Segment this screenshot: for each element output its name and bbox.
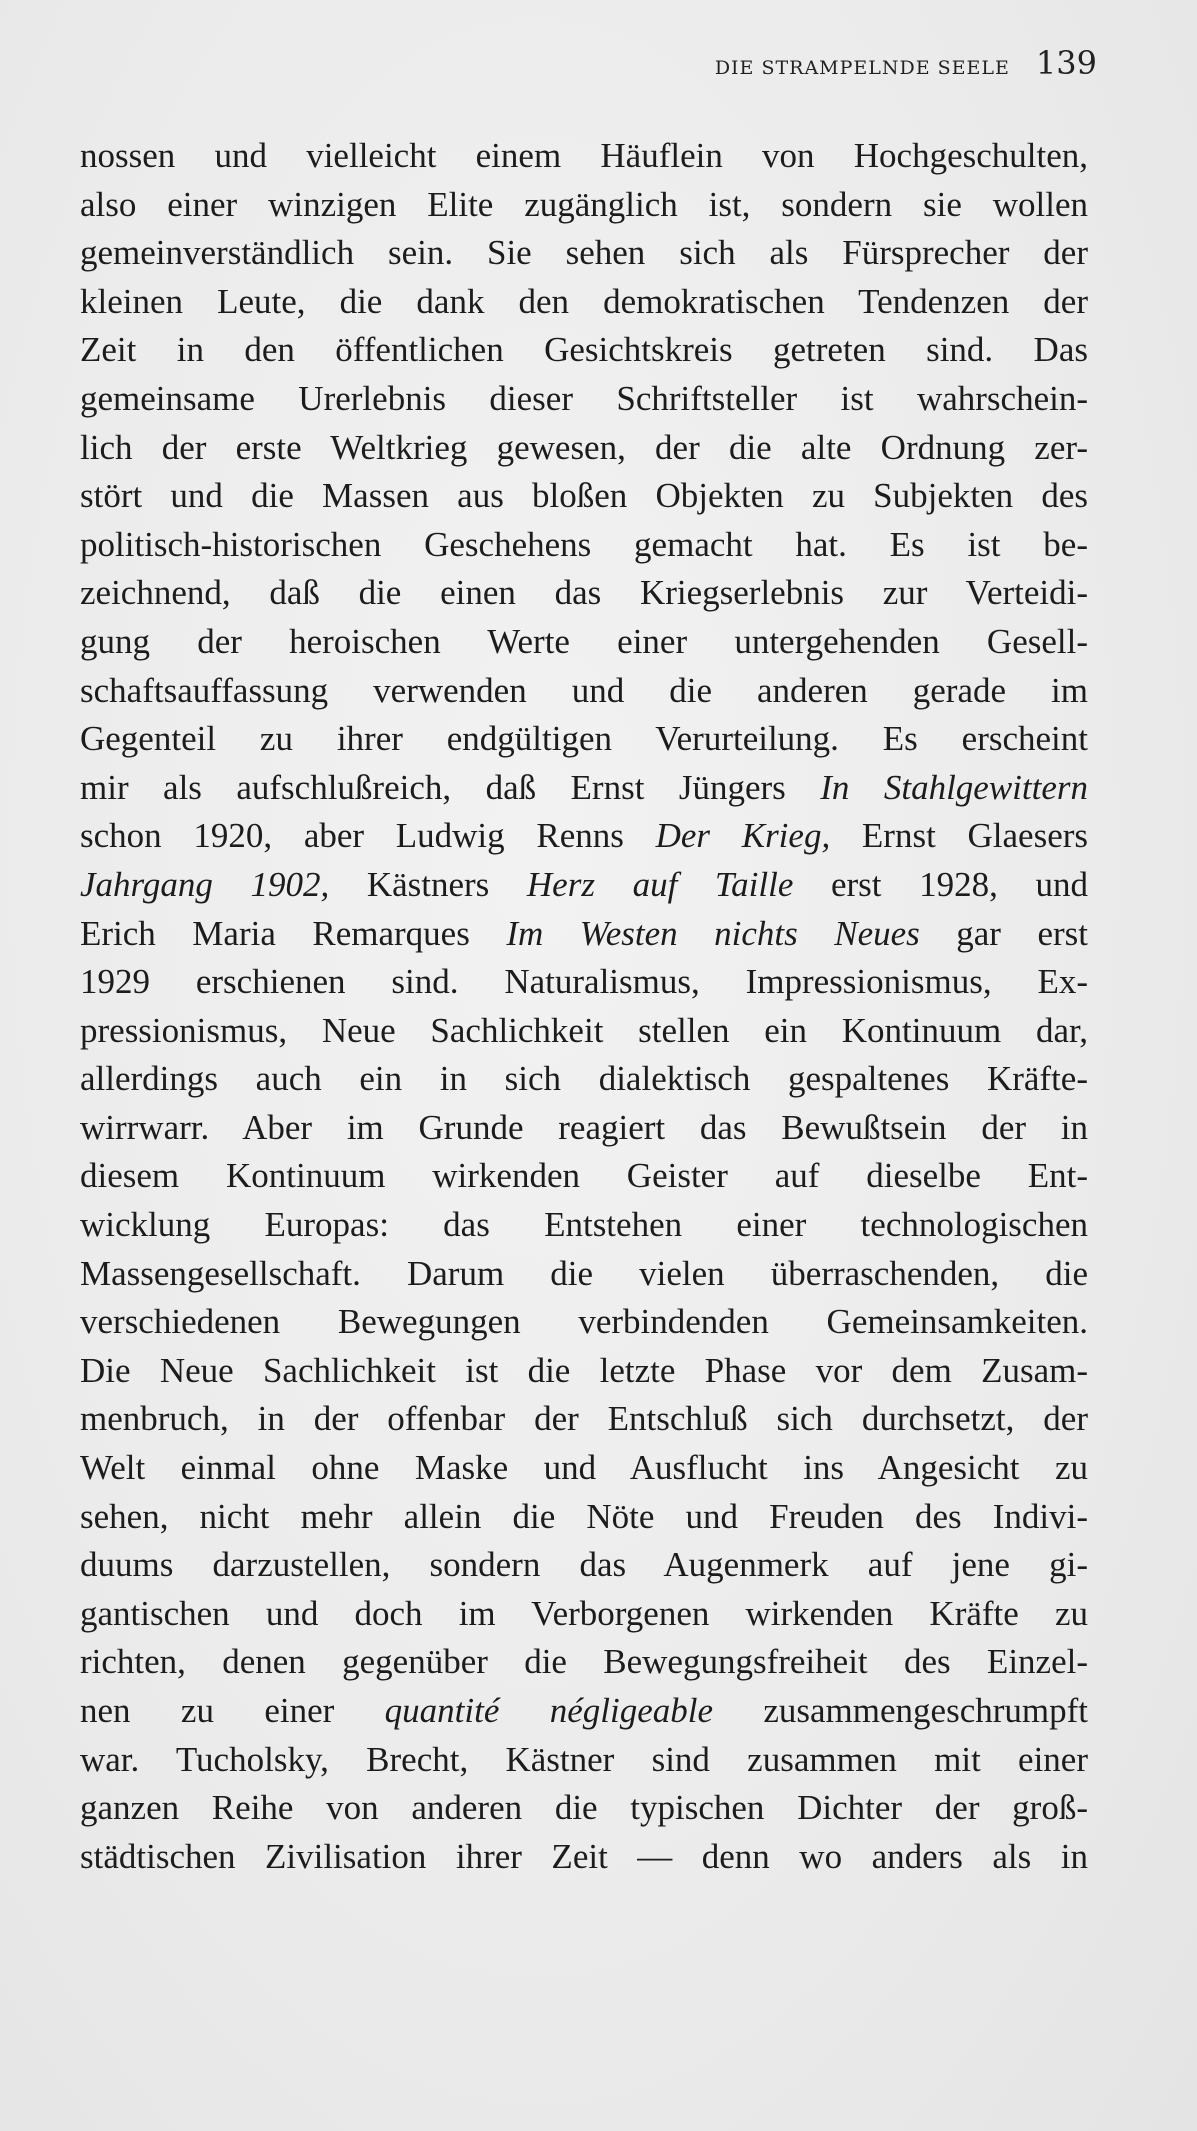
text-segment: nossen und vielleicht einem Häuflein von Hochgeschulten, [80, 136, 1088, 175]
text-line [80, 1444, 1088, 1493]
text-line [80, 1250, 1088, 1299]
page-number: 139 [1035, 44, 1097, 82]
text-segment: menbruch, in der offenbar der Entschluß sich durchsetzt, der [80, 1399, 1088, 1439]
text-segment: lich der erste Weltkrieg gewesen, der die alte Ordnung zer- [80, 427, 1088, 467]
text-line [80, 1152, 1088, 1201]
text-segment: zeichnend, daß die einen das Kriegserlebnis zur Verteidi- [80, 573, 1088, 613]
text-line [80, 1833, 1088, 1882]
text-line [80, 958, 1088, 1007]
text-line [80, 1736, 1088, 1785]
text-line [80, 375, 1088, 424]
text-line [80, 132, 1088, 181]
text-segment: also einer winzigen Elite zugänglich ist, sondern sie wollen [80, 184, 1088, 224]
text-line [80, 1298, 1088, 1347]
text-segment: gar erst [919, 913, 1088, 953]
text-line [80, 910, 1088, 959]
text-line [80, 715, 1088, 764]
text-line [80, 1541, 1088, 1590]
text-segment: kleinen Leute, die dank den demokratischen Tendenzen der [80, 281, 1088, 321]
text-line [80, 1347, 1088, 1396]
text-segment: Gegenteil zu ihrer endgültigen Verurteilung. Es erscheint [80, 719, 1088, 759]
text-segment: war. Tucholsky, Brecht, Kästner sind zusammen mit einer [80, 1739, 1088, 1779]
text-line [80, 1201, 1088, 1250]
text-line [80, 472, 1088, 521]
text-line [80, 1493, 1088, 1542]
text-segment: Massengesellschaft. Darum die vielen überraschenden, die [80, 1253, 1088, 1293]
text-segment: Zeit in den öffentlichen Gesichtskreis getreten sind. Das [80, 330, 1088, 370]
text-segment: städtischen Zivilisation ihrer Zeit — denn wo anders als in [80, 1836, 1088, 1876]
text-line [80, 521, 1088, 570]
text-segment: schon 1920, aber Ludwig Renns [80, 816, 656, 856]
italic-title: In Stahlgewittern [820, 767, 1089, 807]
text-segment: wicklung Europas: das Entstehen einer technologischen [80, 1205, 1088, 1245]
text-segment: diesem Kontinuum wirkenden Geister auf dieselbe Ent- [80, 1156, 1088, 1196]
text-segment: 1929 erschienen sind. Naturalismus, Impressionismus, Ex- [80, 962, 1088, 1002]
text-segment: gemeinverständlich sein. Sie sehen sich als Fürsprecher der [80, 233, 1088, 273]
text-segment: Ernst Glaesers [830, 816, 1089, 856]
text-line [80, 764, 1088, 813]
text-segment: allerdings auch ein in sich dialektisch gespaltenes Kräfte- [80, 1059, 1088, 1099]
text-segment: erst 1928, und [793, 864, 1088, 904]
text-segment: Erich Maria Remarques [80, 913, 507, 953]
italic-title: Der Krieg, [655, 816, 831, 856]
text-line [80, 1590, 1088, 1639]
text-line [80, 1055, 1088, 1104]
text-line [80, 861, 1088, 910]
italic-title: quantité négligeable [384, 1691, 713, 1730]
italic-title: Im Westen nichts Neues [506, 913, 920, 953]
text-line [80, 278, 1088, 327]
text-segment: politisch-historischen Geschehens gemacht hat. Es ist be- [80, 524, 1088, 564]
text-segment: sehen, nicht mehr allein die Nöte und Freuden des Indivi- [80, 1496, 1088, 1536]
text-line [80, 1784, 1088, 1833]
text-line [80, 424, 1088, 473]
body-text [80, 132, 1088, 1881]
text-segment: richten, denen gegenüber die Bewegungsfreiheit des Einzel- [80, 1642, 1088, 1682]
running-head [632, 44, 1097, 84]
text-segment: nen zu einer [80, 1691, 385, 1730]
italic-title: Jahrgang 1902, [80, 864, 330, 904]
italic-title: Herz auf Taille [526, 864, 794, 904]
text-segment: Die Neue Sachlichkeit ist die letzte Phase vor dem Zusam- [80, 1350, 1088, 1390]
text-segment: gemeinsame Urerlebnis dieser Schriftsteller ist wahrschein- [80, 378, 1088, 418]
running-title: DIE STRAMPELNDE SEELE [714, 57, 1010, 79]
text-line [80, 1638, 1088, 1687]
text-line [80, 618, 1088, 667]
text-segment: gung der heroischen Werte einer untergehenden Gesell- [80, 621, 1088, 661]
text-line [80, 569, 1088, 618]
text-line [80, 326, 1088, 375]
text-line [80, 1687, 1088, 1736]
text-segment: Kästners [329, 864, 527, 904]
text-line [80, 1104, 1088, 1153]
text-segment: wirrwarr. Aber im Grunde reagiert das Bewußtsein der in [80, 1107, 1088, 1147]
text-segment: duums darzustellen, sondern das Augenmerk auf jene gi- [80, 1545, 1088, 1585]
text-segment: stört und die Massen aus bloßen Objekten zu Subjekten des [80, 476, 1088, 516]
text-segment: mir als aufschlußreich, daß Ernst Jüngers [80, 767, 821, 807]
text-segment: schaftsauffassung verwenden und die anderen gerade im [80, 670, 1088, 710]
text-segment: Welt einmal ohne Maske und Ausflucht ins Angesicht zu [80, 1448, 1088, 1488]
text-segment: verschiedenen Bewegungen verbindenden Gemeinsamkeiten. [80, 1302, 1088, 1342]
text-line [80, 229, 1088, 278]
text-line [80, 812, 1088, 861]
text-segment: pressionismus, Neue Sachlichkeit stellen ein Kontinuum dar, [80, 1010, 1088, 1050]
text-line [80, 667, 1088, 716]
text-line [80, 1395, 1088, 1444]
text-line [80, 181, 1088, 230]
text-line [80, 1007, 1088, 1056]
text-segment: gantischen und doch im Verborgenen wirkenden Kräfte zu [80, 1593, 1088, 1633]
text-segment: ganzen Reihe von anderen die typischen Dichter der groß- [80, 1788, 1088, 1828]
text-segment: zusammengeschrumpft [713, 1691, 1088, 1730]
